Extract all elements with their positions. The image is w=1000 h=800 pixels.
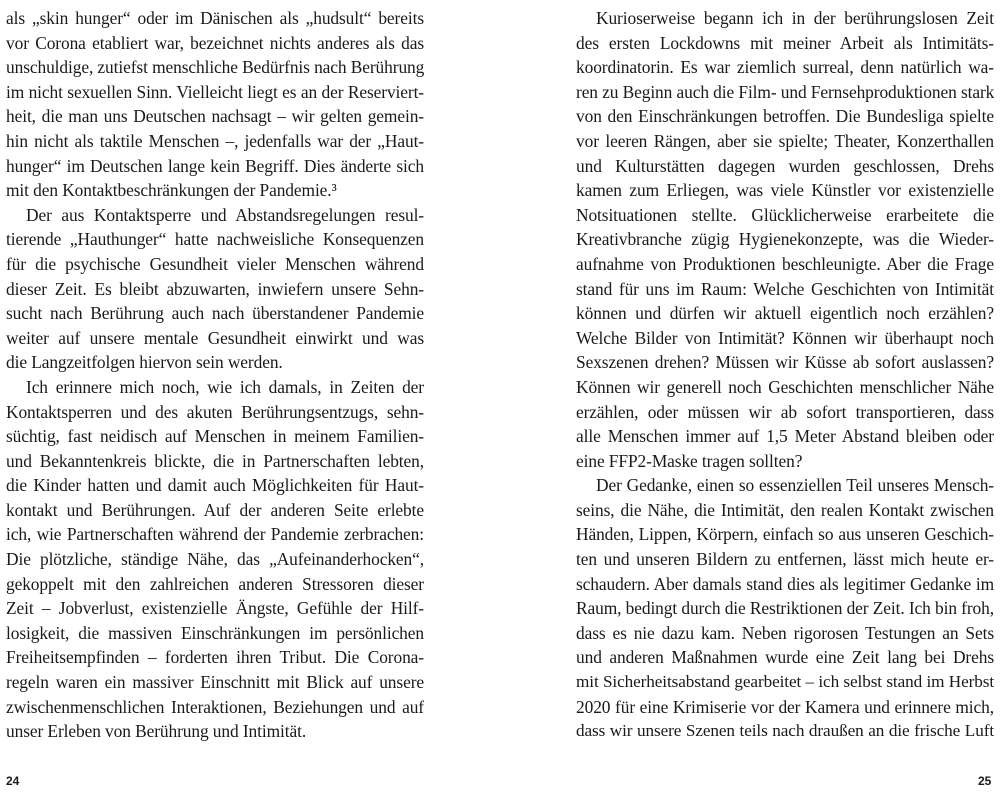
text-line: zwischenmenschlichen Interaktionen, Beziehungen und auf (6, 696, 424, 717)
text-line: Notsituationen stellte. Glücklicherweise erarbeitete die (576, 204, 994, 225)
text-line: Kurioserweise begann ich in der berührungslosen Zeit (596, 8, 994, 28)
text-line: koordinatorin. Es war ziemlich surreal, denn natürlich wa- (576, 57, 994, 78)
left-page-text (6, 6, 424, 744)
text-line: heit, die man uns Deutschen nachsagt – wir gelten gemein- (6, 106, 424, 127)
text-line: regeln waren ein massiver Einschnitt mit Blick auf unsere (6, 672, 424, 693)
text-line: Können wir generell noch Geschichten menschlicher Nähe (576, 376, 994, 397)
text-line: alle Menschen immer auf 1,5 Meter Abstand bleiben oder (576, 426, 994, 447)
text-line: 2020 für eine Krimiserie vor der Kamera und erinnere mich, (576, 696, 994, 717)
text-line: Welche Bilder von Intimität? Können wir überhaupt noch (576, 327, 994, 348)
text-line: vor leeren Rängen, aber sie spielte; Theater, Konzerthallen (576, 130, 994, 151)
text-line: Der aus Kontaktsperre und Abstandsregelungen resul- (26, 204, 424, 225)
text-line: Raum, bedingt durch die Restriktionen der Zeit. Ich bin froh, (576, 598, 994, 619)
text-line: mit Sicherheitsabstand gearbeitet – ich selbst stand im Herbst (576, 672, 994, 692)
text-line: eine FFP2-Maske tragen sollten? (576, 450, 803, 471)
text-line: und Bekanntenkreis blickte, die in Partnerschaften lebten, (6, 450, 424, 471)
text-line: gekoppelt mit den zahlreichen anderen Stressoren dieser (6, 573, 424, 594)
page-number-left: 24 (6, 774, 20, 788)
text-line: Ich erinnere mich noch, wie ich damals, in Zeiten der (26, 376, 424, 397)
text-line: als „skin hunger“ oder im Dänischen als „hudsult“ bereits (6, 8, 424, 28)
text-line: des ersten Lockdowns mit meiner Arbeit als Intimitäts- (576, 32, 994, 53)
text-line: und Kulturstätten dagegen wurden geschlossen, Drehs (576, 155, 994, 176)
text-line: Händen, Lippen, Körpern, einfach so aus unseren Geschich- (576, 524, 994, 545)
text-line: vor Corona etabliert war, bezeichnet nichts anderes als das (6, 32, 424, 53)
text-line: mit den Kontaktbeschränkungen der Pandemie.³ (6, 180, 337, 201)
text-line: seins, die Nähe, die Intimität, den realen Kontakt zwischen (576, 499, 994, 520)
text-line: die Kinder hatten und damit auch Möglichkeiten für Haut- (6, 475, 424, 496)
text-line: Kontaktsperren und des akuten Berührungsentzugs, sehn- (6, 401, 424, 422)
text-line: aufnahme von Produktionen beschleunigte. Aber die Frage (576, 253, 994, 274)
text-line: die Langzeitfolgen hiervon sein werden. (6, 352, 283, 373)
text-line: können und dürfen wir aktuell eigentlich noch erzählen? (576, 303, 994, 324)
text-line: Kreativbranche zügig Hygienekonzepte, was die Wieder- (576, 229, 994, 250)
text-line: erzählen, oder müssen wir ab sofort transportieren, dass (576, 401, 994, 422)
text-line: für die psychische Gesundheit vieler Menschen während (6, 253, 424, 274)
text-line: ich, wie Partnerschaften während der Pandemie zerbrachen: (6, 524, 424, 545)
text-line: schaudern. Aber damals stand dies als legitimer Gedanke im (576, 573, 994, 594)
page-number-right: 25 (978, 774, 992, 788)
text-line: stand für uns im Raum: Welche Geschichten von Intimität (576, 278, 994, 299)
text-line: tierende „Hauthunger“ hatte nachweisliche Konsequenzen (6, 229, 424, 250)
text-line: unser Erleben von Berührung und Intimität. (6, 721, 307, 742)
text-line: losigkeit, die massiven Einschränkungen im persönlichen (6, 622, 424, 643)
text-line: sucht nach Berührung auch nach überstandener Pandemie (6, 303, 424, 324)
text-line: dass wir unsere Szenen teils nach draußen an die frische Luft (576, 721, 994, 741)
text-line: kamen zum Erliegen, was viele Künstler vor existenzielle (576, 180, 994, 201)
text-line: süchtig, fast neidisch auf Menschen in meinem Familien- (6, 426, 424, 447)
right-page (500, 0, 1000, 800)
text-line: dass es nie dazu kam. Neben rigorosen Testungen an Sets (576, 622, 994, 643)
text-line: Zeit – Jobverlust, existenzielle Ängste, Gefühle der Hilf- (6, 598, 424, 619)
text-line: ten und unseren Bildern zu entfernen, lässt mich heute er- (576, 549, 994, 570)
text-line: hin nicht als taktile Menschen –, jedenfalls war der „Haut- (6, 130, 424, 151)
text-line: dieser Zeit. Es bleibt abzuwarten, inwiefern unsere Sehn- (6, 278, 424, 299)
text-line: Der Gedanke, einen so essenziellen Teil unseres Mensch- (596, 475, 994, 496)
text-line: von den Einschränkungen betroffen. Die Bundesliga spielte (576, 106, 994, 127)
text-line: Die plötzliche, ständige Nähe, das „Aufeinanderhocken“, (6, 549, 424, 570)
text-line: unschuldige, zutiefst menschliche Bedürfnis nach Berührung (6, 57, 425, 78)
text-line: im nicht sexuellen Sinn. Vielleicht liegt es an der Reserviert- (6, 81, 424, 102)
text-line: kontakt und Berührungen. Auf der anderen Seite erlebte (6, 499, 424, 520)
text-line: hunger“ im Deutschen lange kein Begriff. Dies änderte sich (6, 155, 424, 176)
text-line: weiter auf unsere mentale Gesundheit einwirkt und was (6, 327, 424, 348)
text-line: ren zu Beginn auch die Film- und Fernsehproduktionen stark (576, 81, 995, 102)
right-page-text (576, 6, 994, 744)
text-line: und anderen Maßnahmen wurde eine Zeit lang bei Drehs (576, 647, 994, 668)
text-line: Freiheitsempfinden – forderten ihren Tribut. Die Corona- (6, 647, 424, 668)
text-line: Sexszenen drehen? Müssen wir Küsse ab sofort auslassen? (576, 352, 994, 373)
